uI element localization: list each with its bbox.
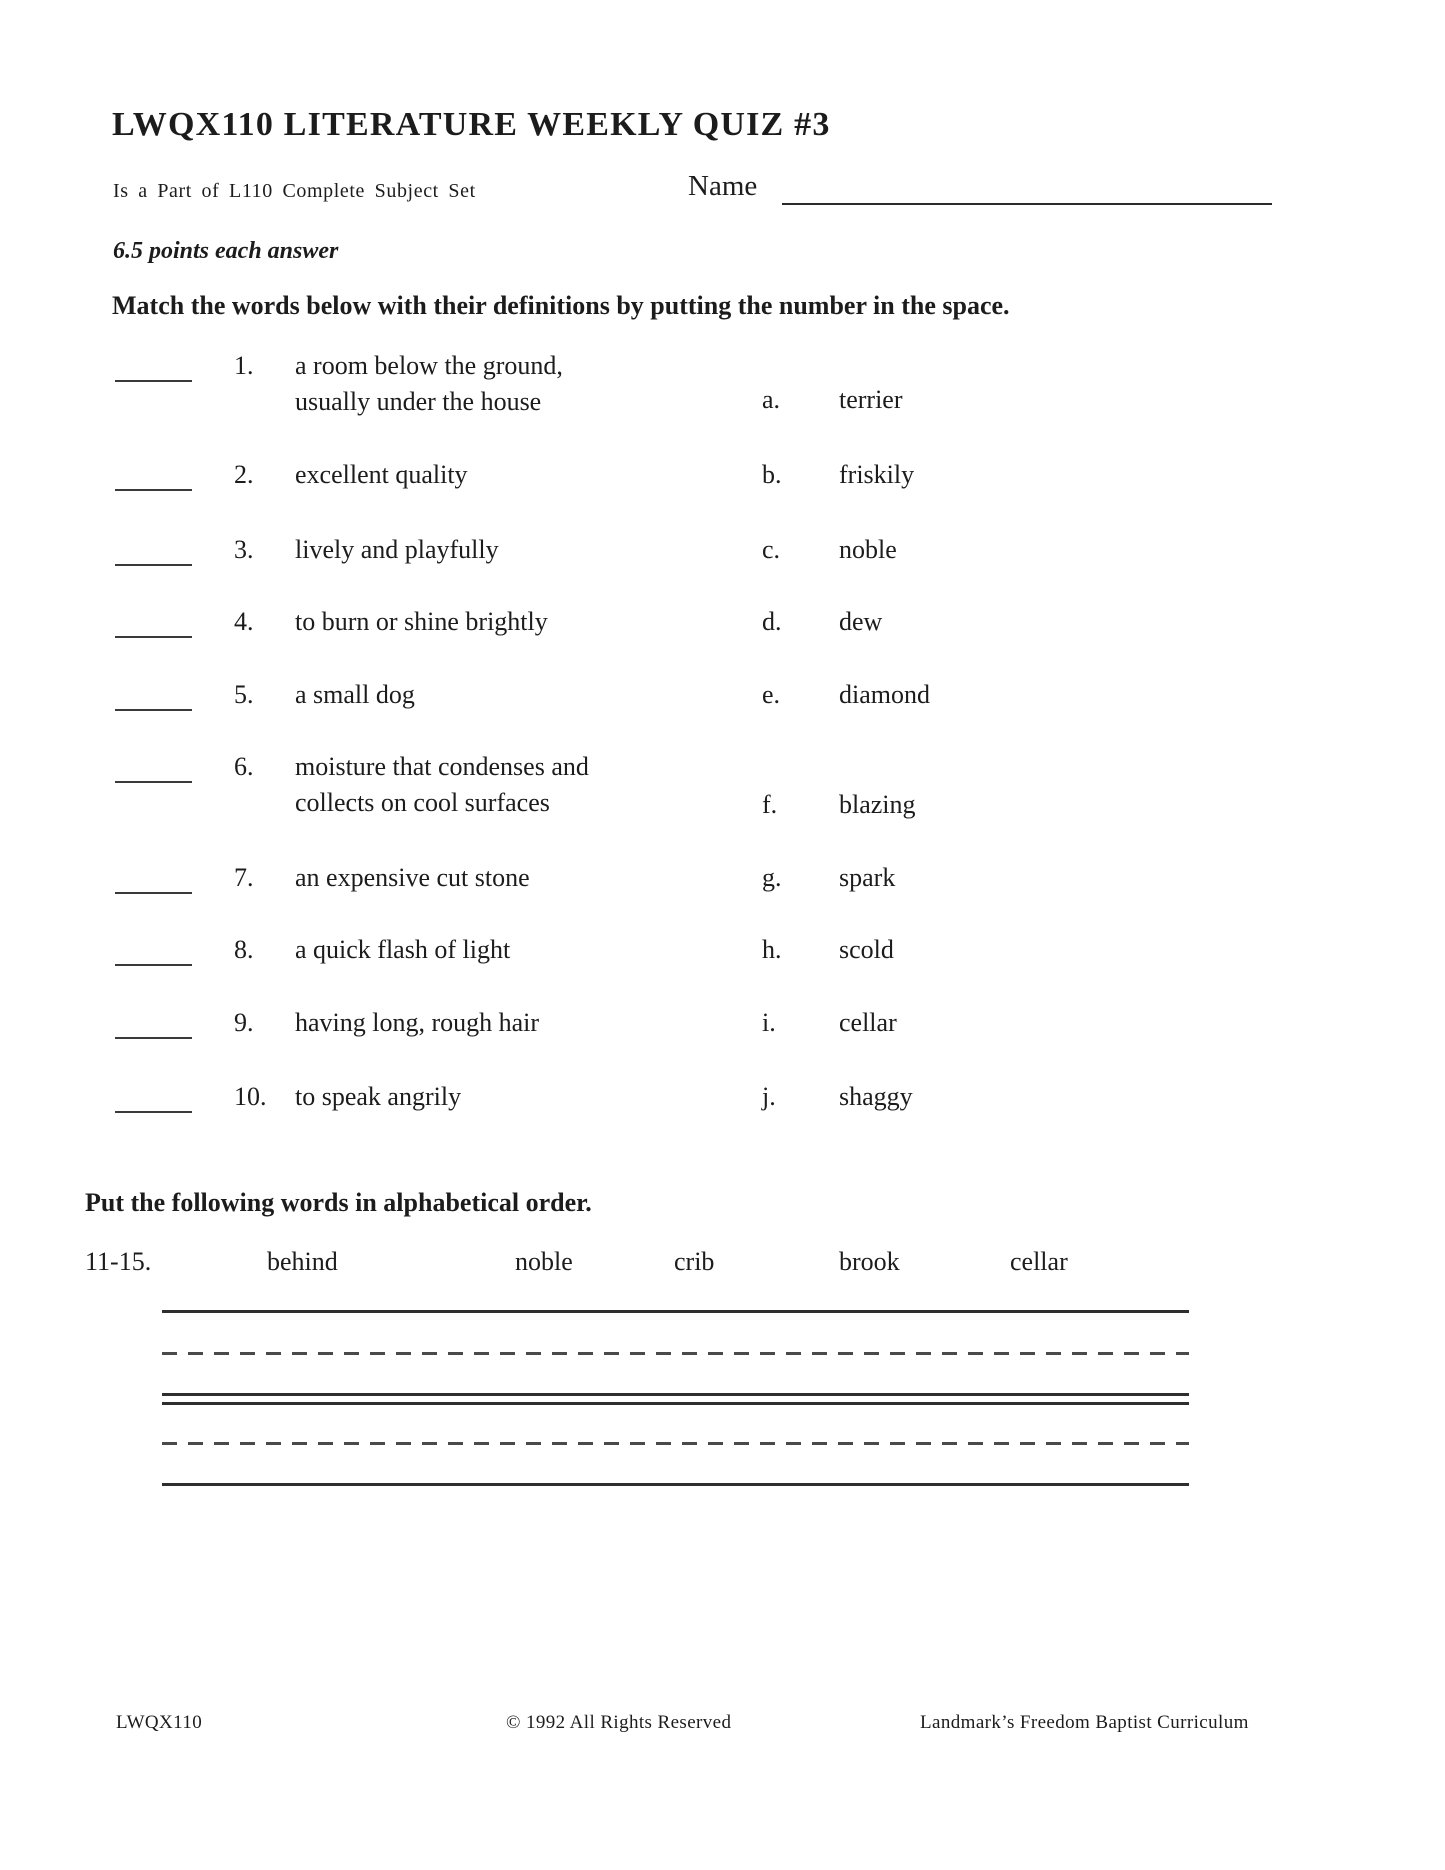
definition-line: having long, rough hair — [295, 1008, 540, 1037]
definition-line: lively and playfully — [295, 535, 499, 564]
writing-line-solid — [162, 1393, 1189, 1396]
item-definition — [295, 1005, 539, 1041]
definition-line: excellent quality — [295, 460, 468, 489]
answer-blank — [115, 964, 192, 966]
choice-word: diamond — [839, 680, 930, 709]
item-number: 2. — [234, 460, 254, 489]
choice-letter: h. — [762, 935, 782, 964]
definition-line: an expensive cut stone — [295, 863, 530, 892]
choice-word: blazing — [839, 790, 916, 819]
item-definition — [295, 457, 468, 493]
answer-blank — [115, 709, 192, 711]
item-number: 6. — [234, 752, 254, 781]
item-number: 1. — [234, 351, 254, 380]
item-number: 7. — [234, 863, 254, 892]
writing-line-solid — [162, 1402, 1189, 1405]
definition-line: a small dog — [295, 680, 415, 709]
writing-line-solid — [162, 1483, 1189, 1486]
choice-word: friskily — [839, 460, 915, 489]
writing-line-dashed — [162, 1352, 1189, 1355]
choice-letter: j. — [762, 1082, 776, 1111]
page-title: LWQX110 LITERATURE WEEKLY QUIZ #3 — [112, 106, 831, 143]
choice-letter: c. — [762, 535, 781, 564]
answer-blank — [115, 1111, 192, 1113]
alphabetical-word: brook — [839, 1247, 900, 1276]
choice-letter: a. — [762, 385, 781, 414]
answer-blank — [115, 564, 192, 566]
item-number: 9. — [234, 1008, 254, 1037]
answer-blank — [115, 1037, 192, 1039]
item-definition — [295, 1079, 461, 1115]
item-definition — [295, 749, 589, 821]
choice-word: dew — [839, 607, 883, 636]
choice-letter: e. — [762, 680, 781, 709]
choice-word: noble — [839, 535, 897, 564]
name-label: Name — [688, 170, 758, 202]
choice-word: scold — [839, 935, 894, 964]
alphabetical-word: cellar — [1010, 1247, 1068, 1276]
choice-letter: d. — [762, 607, 782, 636]
definition-line: collects on cool surfaces — [295, 788, 550, 817]
choice-letter: b. — [762, 460, 782, 489]
definition-line: moisture that condenses and — [295, 752, 589, 781]
definition-line: a quick flash of light — [295, 935, 511, 964]
alphabetical-word: crib — [674, 1247, 715, 1276]
definition-line: to speak angrily — [295, 1082, 462, 1111]
definition-line: to burn or shine brightly — [295, 607, 548, 636]
writing-line-dashed — [162, 1442, 1189, 1445]
points-note: 6.5 points each answer — [113, 238, 339, 264]
alphabetical-word: noble — [515, 1247, 573, 1276]
alphabetical-range-label: 11-15. — [85, 1247, 152, 1276]
alphabetical-word: behind — [267, 1247, 338, 1276]
answer-blank — [115, 489, 192, 491]
subtitle: Is a Part of L110 Complete Subject Set — [113, 180, 476, 202]
answer-blank — [115, 636, 192, 638]
alphabetical-instruction: Put the following words in alphabetical order. — [85, 1188, 592, 1217]
item-definition — [295, 532, 499, 568]
definition-line: usually under the house — [295, 387, 542, 416]
footer-code: LWQX110 — [116, 1712, 203, 1733]
definition-line: a room below the ground, — [295, 351, 563, 380]
choice-word: cellar — [839, 1008, 897, 1037]
item-definition — [295, 677, 415, 713]
item-number: 4. — [234, 607, 254, 636]
choice-letter: i. — [762, 1008, 776, 1037]
item-definition — [295, 348, 563, 420]
footer-copyright: © 1992 All Rights Reserved — [506, 1712, 732, 1733]
item-number: 5. — [234, 680, 254, 709]
choice-word: shaggy — [839, 1082, 913, 1111]
footer-publisher: Landmark’s Freedom Baptist Curriculum — [920, 1712, 1249, 1733]
choice-word: terrier — [839, 385, 903, 414]
writing-line-solid — [162, 1310, 1189, 1313]
answer-blank — [115, 781, 192, 783]
choice-letter: f. — [762, 790, 778, 819]
answer-blank — [115, 892, 192, 894]
name-blank-line — [782, 203, 1272, 205]
item-number: 3. — [234, 535, 254, 564]
item-definition — [295, 604, 548, 640]
item-number: 10. — [234, 1082, 267, 1111]
answer-blank — [115, 380, 192, 382]
item-definition — [295, 860, 530, 896]
choice-word: spark — [839, 863, 896, 892]
item-number: 8. — [234, 935, 254, 964]
choice-letter: g. — [762, 863, 782, 892]
matching-instruction: Match the words below with their definitions by putting the number in the space. — [112, 291, 1010, 320]
item-definition — [295, 932, 510, 968]
